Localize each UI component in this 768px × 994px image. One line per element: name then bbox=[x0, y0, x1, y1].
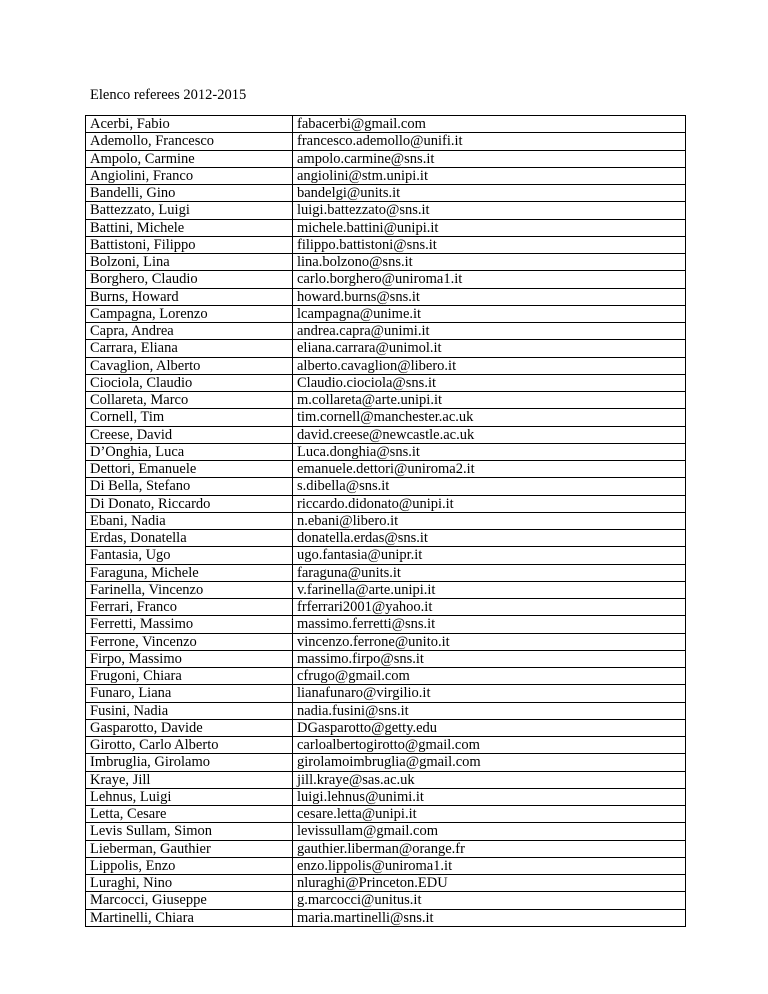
referee-email-cell: jill.kraye@sas.ac.uk bbox=[293, 771, 686, 788]
table-row bbox=[86, 685, 686, 702]
table-row bbox=[86, 271, 686, 288]
table-row bbox=[86, 202, 686, 219]
referee-email-cell: ampolo.carmine@sns.it bbox=[293, 150, 686, 167]
table-row bbox=[86, 599, 686, 616]
referees-table-body bbox=[86, 116, 686, 927]
referee-email-cell: nluraghi@Princeton.EDU bbox=[293, 875, 686, 892]
referee-name-cell: Fusini, Nadia bbox=[86, 702, 293, 719]
referee-name-cell: Angiolini, Franco bbox=[86, 167, 293, 184]
referee-name-cell: Battezzato, Luigi bbox=[86, 202, 293, 219]
referee-name-cell: Acerbi, Fabio bbox=[86, 116, 293, 133]
referee-email-cell: maria.martinelli@sns.it bbox=[293, 909, 686, 926]
table-row bbox=[86, 547, 686, 564]
referee-email-cell: luigi.battezzato@sns.it bbox=[293, 202, 686, 219]
referee-email-cell: g.marcocci@unitus.it bbox=[293, 892, 686, 909]
referee-email-cell: frferrari2001@yahoo.it bbox=[293, 599, 686, 616]
table-row bbox=[86, 340, 686, 357]
referee-email-cell: ugo.fantasia@unipr.it bbox=[293, 547, 686, 564]
table-row bbox=[86, 167, 686, 184]
referee-name-cell: Ciociola, Claudio bbox=[86, 374, 293, 391]
referee-name-cell: Letta, Cesare bbox=[86, 806, 293, 823]
table-row bbox=[86, 150, 686, 167]
referee-email-cell: michele.battini@unipi.it bbox=[293, 219, 686, 236]
referee-name-cell: Ferrari, Franco bbox=[86, 599, 293, 616]
table-row bbox=[86, 133, 686, 150]
referee-name-cell: Gasparotto, Davide bbox=[86, 719, 293, 736]
table-row bbox=[86, 840, 686, 857]
referee-email-cell: girolamoimbruglia@gmail.com bbox=[293, 754, 686, 771]
table-row bbox=[86, 305, 686, 322]
table-row bbox=[86, 650, 686, 667]
table-row bbox=[86, 719, 686, 736]
referee-email-cell: bandelgi@units.it bbox=[293, 185, 686, 202]
referee-email-cell: massimo.ferretti@sns.it bbox=[293, 616, 686, 633]
table-row bbox=[86, 875, 686, 892]
referee-email-cell: vincenzo.ferrone@unito.it bbox=[293, 633, 686, 650]
referee-email-cell: howard.burns@sns.it bbox=[293, 288, 686, 305]
referee-name-cell: Ebani, Nadia bbox=[86, 512, 293, 529]
table-row bbox=[86, 581, 686, 598]
referee-name-cell: Imbruglia, Girolamo bbox=[86, 754, 293, 771]
referee-email-cell: carlo.borghero@uniroma1.it bbox=[293, 271, 686, 288]
referee-email-cell: andrea.capra@unimi.it bbox=[293, 323, 686, 340]
referee-email-cell: lcampagna@unime.it bbox=[293, 305, 686, 322]
referee-name-cell: Ademollo, Francesco bbox=[86, 133, 293, 150]
referee-name-cell: Campagna, Lorenzo bbox=[86, 305, 293, 322]
table-row bbox=[86, 823, 686, 840]
referee-email-cell: Claudio.ciociola@sns.it bbox=[293, 374, 686, 391]
referee-email-cell: cfrugo@gmail.com bbox=[293, 668, 686, 685]
referee-name-cell: Cornell, Tim bbox=[86, 409, 293, 426]
referee-name-cell: Frugoni, Chiara bbox=[86, 668, 293, 685]
referee-name-cell: Di Bella, Stefano bbox=[86, 478, 293, 495]
table-row bbox=[86, 668, 686, 685]
referee-name-cell: Collareta, Marco bbox=[86, 392, 293, 409]
referee-email-cell: eliana.carrara@unimol.it bbox=[293, 340, 686, 357]
referee-name-cell: Capra, Andrea bbox=[86, 323, 293, 340]
referee-email-cell: levissullam@gmail.com bbox=[293, 823, 686, 840]
referee-email-cell: david.creese@newcastle.ac.uk bbox=[293, 426, 686, 443]
table-row bbox=[86, 702, 686, 719]
referee-name-cell: Di Donato, Riccardo bbox=[86, 495, 293, 512]
table-row bbox=[86, 530, 686, 547]
table-row bbox=[86, 771, 686, 788]
referee-email-cell: v.farinella@arte.unipi.it bbox=[293, 581, 686, 598]
referee-name-cell: Lippolis, Enzo bbox=[86, 857, 293, 874]
table-row bbox=[86, 564, 686, 581]
referee-email-cell: lianafunaro@virgilio.it bbox=[293, 685, 686, 702]
table-row bbox=[86, 116, 686, 133]
referee-name-cell: Farinella, Vincenzo bbox=[86, 581, 293, 598]
referee-name-cell: Battistoni, Filippo bbox=[86, 236, 293, 253]
table-row bbox=[86, 374, 686, 391]
referee-email-cell: n.ebani@libero.it bbox=[293, 512, 686, 529]
table-row bbox=[86, 357, 686, 374]
referee-name-cell: Erdas, Donatella bbox=[86, 530, 293, 547]
referee-email-cell: lina.bolzono@sns.it bbox=[293, 254, 686, 271]
referee-name-cell: D’Onghia, Luca bbox=[86, 443, 293, 460]
referee-name-cell: Faraguna, Michele bbox=[86, 564, 293, 581]
referee-email-cell: nadia.fusini@sns.it bbox=[293, 702, 686, 719]
referee-email-cell: faraguna@units.it bbox=[293, 564, 686, 581]
referee-name-cell: Luraghi, Nino bbox=[86, 875, 293, 892]
referee-name-cell: Ampolo, Carmine bbox=[86, 150, 293, 167]
referee-email-cell: angiolini@stm.unipi.it bbox=[293, 167, 686, 184]
referee-email-cell: filippo.battistoni@sns.it bbox=[293, 236, 686, 253]
referee-name-cell: Ferretti, Massimo bbox=[86, 616, 293, 633]
referee-email-cell: s.dibella@sns.it bbox=[293, 478, 686, 495]
referee-name-cell: Borghero, Claudio bbox=[86, 271, 293, 288]
referee-name-cell: Ferrone, Vincenzo bbox=[86, 633, 293, 650]
table-row bbox=[86, 478, 686, 495]
referee-email-cell: gauthier.liberman@orange.fr bbox=[293, 840, 686, 857]
table-row bbox=[86, 392, 686, 409]
referee-name-cell: Battini, Michele bbox=[86, 219, 293, 236]
referee-name-cell: Bolzoni, Lina bbox=[86, 254, 293, 271]
referee-name-cell: Cavaglion, Alberto bbox=[86, 357, 293, 374]
referee-email-cell: emanuele.dettori@uniroma2.it bbox=[293, 461, 686, 478]
referee-email-cell: Luca.donghia@sns.it bbox=[293, 443, 686, 460]
referee-email-cell: luigi.lehnus@unimi.it bbox=[293, 788, 686, 805]
referee-email-cell: francesco.ademollo@unifi.it bbox=[293, 133, 686, 150]
referee-email-cell: fabacerbi@gmail.com bbox=[293, 116, 686, 133]
referee-name-cell: Marcocci, Giuseppe bbox=[86, 892, 293, 909]
referee-name-cell: Levis Sullam, Simon bbox=[86, 823, 293, 840]
table-row bbox=[86, 409, 686, 426]
table-row bbox=[86, 892, 686, 909]
referee-name-cell: Funaro, Liana bbox=[86, 685, 293, 702]
table-row bbox=[86, 512, 686, 529]
referee-email-cell: alberto.cavaglion@libero.it bbox=[293, 357, 686, 374]
referee-email-cell: massimo.firpo@sns.it bbox=[293, 650, 686, 667]
referee-name-cell: Creese, David bbox=[86, 426, 293, 443]
table-row bbox=[86, 633, 686, 650]
referee-name-cell: Girotto, Carlo Alberto bbox=[86, 737, 293, 754]
table-row bbox=[86, 236, 686, 253]
table-row bbox=[86, 323, 686, 340]
table-row bbox=[86, 495, 686, 512]
table-row bbox=[86, 426, 686, 443]
referee-email-cell: riccardo.didonato@unipi.it bbox=[293, 495, 686, 512]
referee-name-cell: Martinelli, Chiara bbox=[86, 909, 293, 926]
referee-email-cell: carloalbertogirotto@gmail.com bbox=[293, 737, 686, 754]
table-row bbox=[86, 806, 686, 823]
referee-name-cell: Kraye, Jill bbox=[86, 771, 293, 788]
referee-email-cell: donatella.erdas@sns.it bbox=[293, 530, 686, 547]
referee-name-cell: Burns, Howard bbox=[86, 288, 293, 305]
referee-name-cell: Firpo, Massimo bbox=[86, 650, 293, 667]
referees-table bbox=[85, 115, 686, 927]
table-row bbox=[86, 616, 686, 633]
table-row bbox=[86, 754, 686, 771]
table-row bbox=[86, 288, 686, 305]
referee-email-cell: m.collareta@arte.unipi.it bbox=[293, 392, 686, 409]
table-row bbox=[86, 461, 686, 478]
table-row bbox=[86, 443, 686, 460]
table-row bbox=[86, 219, 686, 236]
referee-name-cell: Lehnus, Luigi bbox=[86, 788, 293, 805]
table-row bbox=[86, 857, 686, 874]
table-row bbox=[86, 185, 686, 202]
referee-email-cell: cesare.letta@unipi.it bbox=[293, 806, 686, 823]
referee-name-cell: Fantasia, Ugo bbox=[86, 547, 293, 564]
table-row bbox=[86, 788, 686, 805]
referee-email-cell: DGasparotto@getty.edu bbox=[293, 719, 686, 736]
referee-email-cell: tim.cornell@manchester.ac.uk bbox=[293, 409, 686, 426]
document-title: Elenco referees 2012-2015 bbox=[90, 87, 247, 103]
table-row bbox=[86, 737, 686, 754]
referee-name-cell: Dettori, Emanuele bbox=[86, 461, 293, 478]
referee-name-cell: Lieberman, Gauthier bbox=[86, 840, 293, 857]
referee-name-cell: Carrara, Eliana bbox=[86, 340, 293, 357]
table-row bbox=[86, 254, 686, 271]
referee-name-cell: Bandelli, Gino bbox=[86, 185, 293, 202]
table-row bbox=[86, 909, 686, 926]
referee-email-cell: enzo.lippolis@uniroma1.it bbox=[293, 857, 686, 874]
